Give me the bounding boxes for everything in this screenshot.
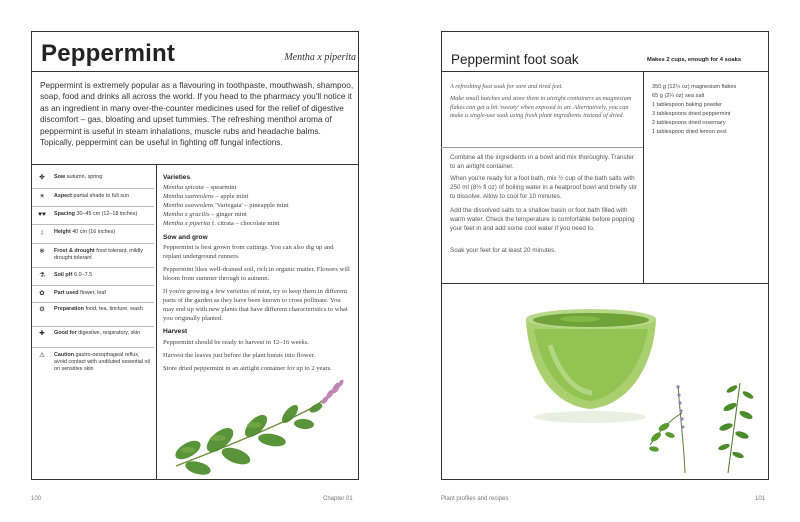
fact-value: autumn, spring	[65, 174, 103, 180]
fact-label: Aspect	[54, 193, 72, 199]
mint-sprig-illustration	[158, 380, 358, 476]
caution-icon: ⚠	[39, 352, 45, 359]
fact-divider	[32, 302, 154, 303]
harvest-heading: Harvest	[163, 328, 188, 335]
column-divider	[156, 164, 157, 480]
herb-sprigs-illustration	[640, 375, 765, 475]
ingredient-item: 65 g (2¼ oz) sea salt	[652, 93, 705, 99]
fact-label: Height	[54, 229, 71, 235]
fact-label: Frost & drought	[54, 248, 95, 254]
ingredient-item: 350 g (12¼ oz) magnesium flakes	[652, 84, 737, 90]
varieties-heading: Varieties	[163, 174, 191, 181]
fact-value: frost tolerant, mildly drought tolerant	[54, 248, 143, 261]
harvest-paragraph: Peppermint should be ready to harvest in 12–16 weeks.	[163, 339, 309, 346]
method-step: Add the dissolved salts to a shallow basin or foot bath filled with warm water. Check the temperature is comfortable before popping your feet in and add some cool water if you need to.	[450, 207, 635, 232]
title-divider	[31, 71, 359, 72]
page-number: 101	[755, 496, 766, 502]
good-for-icon: ✚	[39, 330, 45, 337]
variety-item: Mentha spicata – spearmint	[163, 184, 237, 191]
sow-and-grow-paragraph: Peppermint is best grown from cuttings. You can also dig up and replant underground runners.	[163, 244, 334, 260]
varieties-list	[163, 183, 358, 228]
recipe-intro: Make small batches and store them in airtight containers as magnesium flakes can get a bit 'sweaty' when exposed to air. Alternatively, you can make a single-use soak using fresh plant ingredients instead of dried.	[450, 95, 632, 120]
fact-divider	[32, 243, 154, 244]
intro-divider	[31, 164, 359, 165]
running-footer: Plant profiles and recipes	[441, 496, 509, 502]
fact-value: digestive, respiratory, skin	[76, 330, 141, 336]
recipe-title: Peppermint foot soak	[451, 52, 579, 67]
fact-label: Caution	[54, 352, 75, 358]
sow-and-grow-heading: Sow and grow	[163, 234, 208, 241]
part-used-icon: ✿	[39, 290, 45, 297]
preparation-icon: ⚙	[39, 306, 45, 313]
variety-item: Mentha x piperita f. citrata – chocolate mint	[163, 220, 280, 227]
fact-divider	[32, 267, 154, 268]
method-step: Soak your feet for at least 20 minutes.	[450, 247, 557, 254]
fact-label: Preparation	[54, 306, 84, 312]
sow-and-grow-paragraph: Peppermint likes well-drained soil, rich in organic matter. Flowers will bloom from summer through to autumn.	[163, 266, 350, 282]
fact-value: partial shade to full sun	[71, 193, 129, 199]
fact-label: Sow	[54, 174, 66, 180]
sow-and-grow-paragraph: If you're growing a few varieties of mint, try to keep them in different parts of the garden as they have been known to cross pollinate. You may end up with new plants that have different characteristics to what you originally planted.	[163, 288, 348, 322]
variety-item: Mentha suaveolens 'Variegata' – pineapple mint	[163, 202, 289, 209]
fact-label: Good for	[54, 330, 77, 336]
running-footer: Chapter 01	[323, 496, 353, 502]
latin-name: Mentha x piperita	[284, 52, 356, 63]
ingredient-item: 3 tablespoons dried peppermint	[652, 111, 731, 117]
fact-label: Soil pH	[54, 272, 73, 278]
soil-icon: ⚗	[39, 272, 45, 279]
fact-divider	[32, 206, 154, 207]
method-step: When you're ready for a foot bath, mix ½ cup of the bath salts with 250 ml (8½ fl oz) of boiling water in a heatproof bowl and briefly stir to dissolve. Allow to cool for 10 minutes.	[450, 175, 637, 200]
page-title: Peppermint	[41, 40, 176, 67]
fact-value: 30–45 cm (12–18 inches)	[74, 211, 138, 217]
recipe-intro: A refreshing foot soak for sore and tired feet.	[450, 83, 563, 90]
variety-item: Mentha suaveolens – apple mint	[163, 193, 249, 200]
fact-label: Part used	[54, 290, 79, 296]
method-divider	[441, 283, 769, 284]
sow-icon: ✤	[39, 174, 45, 181]
intro-paragraph: Peppermint is extremely popular as a flavouring in toothpaste, mouthwash, shampoo, soap, food and drinks all across the world. If you head to the pharmacy you'll notice it as an ingredient in many over-the-counter medicines used for the relief of digestive discomfort – gas, bloating and upset tummies. The refreshing menthol aroma of peppermint is useful in steam inhalations, muscle rubs and headache balms. Topically, peppermint can be useful in fighting off fungal infections.	[40, 80, 354, 148]
ingredient-item: 2 tablespoons dried rosemary	[652, 120, 726, 126]
fact-value: food, tea, tincture, wash	[83, 306, 143, 312]
height-icon: ↨	[40, 229, 44, 236]
fact-divider	[32, 285, 154, 286]
fact-value: flower, leaf	[78, 290, 106, 296]
variety-item: Mentha x gracilis – ginger mint	[163, 211, 247, 218]
recipe-yield: Makes 2 cups, enough for 4 soaks	[647, 57, 742, 63]
frost-icon: ❄	[39, 248, 45, 255]
page-number: 100	[31, 496, 42, 502]
intro-divider	[441, 147, 643, 148]
method-step: Combine all the ingredients in a bowl and mix thoroughly. Transfer to an airtight container.	[450, 154, 634, 170]
ingredient-item: 1 tablespoon dried lemon zest	[652, 129, 727, 135]
ingredients-divider	[643, 71, 644, 283]
fact-value: 6.0–7.5	[72, 272, 93, 278]
aspect-icon: ☀	[39, 193, 45, 200]
harvest-paragraph: Store dried peppermint in an airtight container for up to 2 years.	[163, 365, 332, 372]
fact-value: gastro-oesophageal reflux, avoid contact with undiluted essential oil on sensitive skin	[54, 352, 150, 372]
fact-value: 40 cm (16 inches)	[70, 229, 116, 235]
fact-label: Spacing	[54, 211, 75, 217]
fact-divider	[32, 326, 154, 327]
fact-divider	[32, 188, 154, 189]
fact-divider	[32, 224, 154, 225]
spacing-icon: ♥♥	[38, 211, 46, 218]
fact-divider	[32, 347, 154, 348]
ingredient-item: 1 tablespoon baking powder	[652, 102, 722, 108]
harvest-paragraph: Harvest the leaves just before the plant bursts into flower.	[163, 352, 315, 359]
title-divider	[441, 71, 769, 72]
